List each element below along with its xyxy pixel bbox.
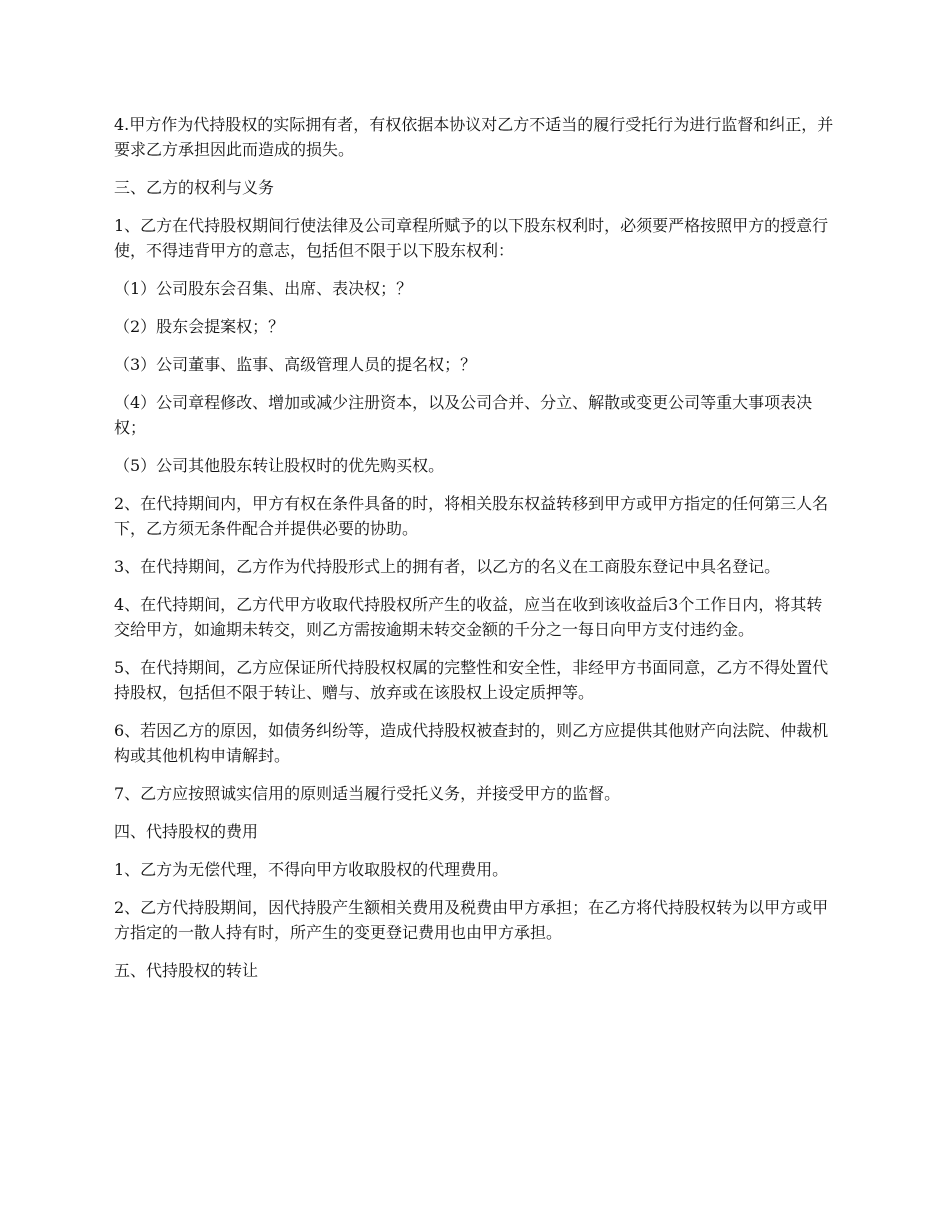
list-item-voting-right: （1）公司股东会召集、出席、表决权；？: [114, 279, 413, 298]
paragraph-shareholder-rights: 1、乙方在代持股权期间行使法律及公司章程所赋予的以下股东权利时，必须要严格按照甲方的授意行使，不得违背甲方的意志，包括但不限于以下股东权利：: [114, 216, 829, 260]
section-heading-fees: 四、代持股权的费用: [114, 822, 259, 841]
paragraph-supervision-right: 4.甲方作为代持股权的实际拥有者，有权依据本协议对乙方不适当的履行受托行为进行监督和纠正，并要求乙方承担因此而造成的损失。: [114, 115, 834, 159]
section-heading-party-b-rights: 三、乙方的权利与义务: [114, 178, 275, 197]
list-item-nomination-right: （3）公司董事、监事、高级管理人员的提名权；？: [114, 355, 477, 374]
paragraph-income-transfer: 4、在代持期间，乙方代甲方收取代持股权所产生的收益，应当在收到该收益后3个工作日内，将其转交给甲方，如逾期未转交，则乙方需按逾期未转交金额的千分之一每日向甲方支付违约金。: [114, 595, 823, 639]
paragraph-good-faith: 7、乙方应按照诚实信用的原则适当履行受托义务，并接受甲方的监督。: [114, 784, 621, 803]
paragraph-fee-bearing: 2、乙方代持股期间，因代持股产生额相关费用及税费由甲方承担；在乙方将代持股权转为以甲方或甲方指定的一散人持有时，所产生的变更登记费用也由甲方承担。: [114, 898, 829, 942]
paragraph-registration: 3、在代持期间，乙方作为代持股形式上的拥有者，以乙方的名义在工商股东登记中具名登记。: [114, 557, 781, 576]
paragraph-free-agency: 1、乙方为无偿代理，不得向甲方收取股权的代理费用。: [114, 860, 509, 879]
list-item-major-matters-vote: （4）公司章程修改、增加或减少注册资本，以及公司合并、分立、解散或变更公司等重大事项表决权；: [114, 393, 813, 437]
list-item-proposal-right: （2）股东会提案权；？: [114, 317, 285, 336]
section-heading-transfer: 五、代持股权的转让: [114, 961, 259, 980]
paragraph-transfer-rights: 2、在代持期间内，甲方有权在条件具备的时，将相关股东权益转移到甲方或甲方指定的任何第三人名下，乙方须无条件配合并提供必要的协助。: [114, 494, 829, 538]
list-item-preemptive-right: （5）公司其他股东转让股权时的优先购买权。: [114, 456, 445, 475]
paragraph-seizure: 6、若因乙方的原因，如债务纠纷等，造成代持股权被查封的，则乙方应提供其他财产向法院、仲裁机构或其他机构申请解封。: [114, 721, 829, 765]
paragraph-equity-security: 5、在代持期间，乙方应保证所代持股权权属的完整性和安全性，非经甲方书面同意，乙方不得处置代持股权，包括但不限于转让、赠与、放弃或在该股权上设定质押等。: [114, 658, 829, 702]
document-body: [114, 112, 836, 996]
